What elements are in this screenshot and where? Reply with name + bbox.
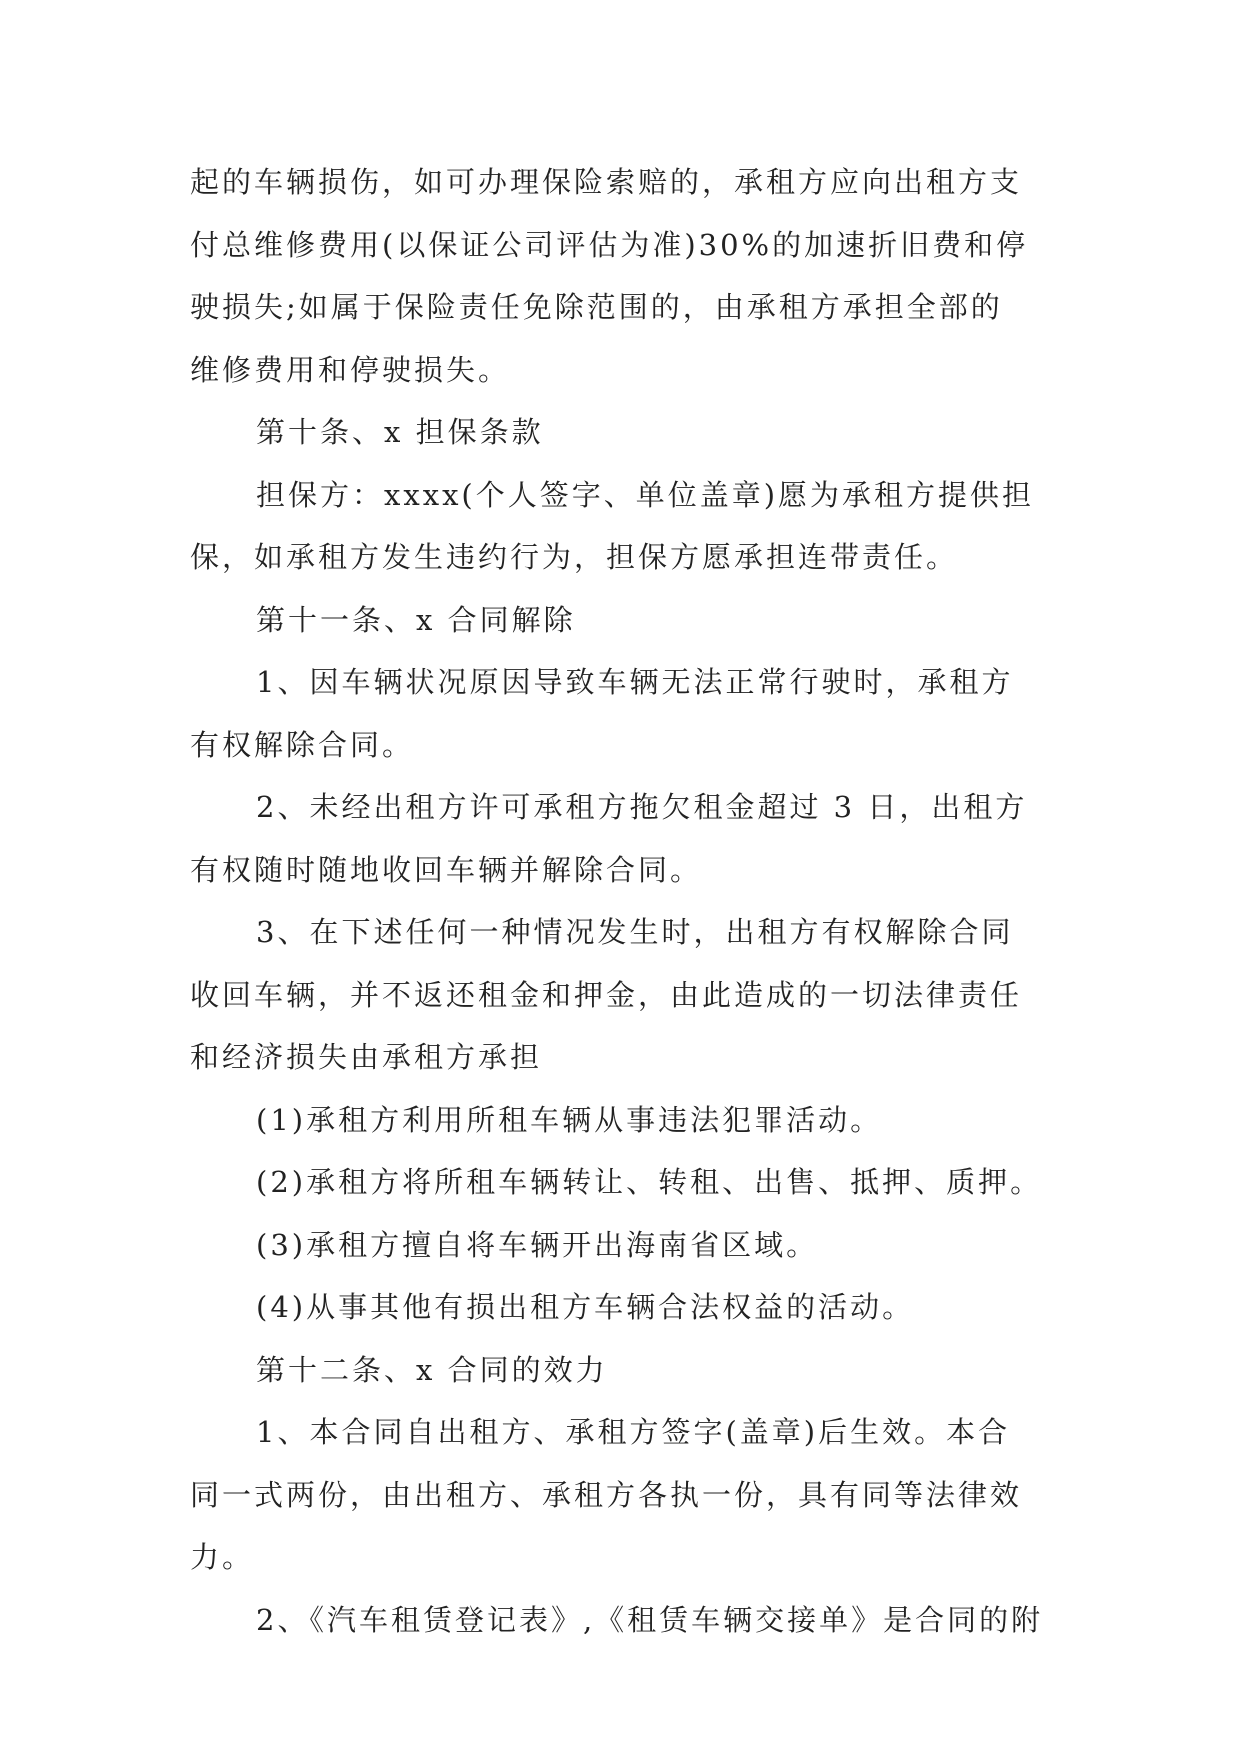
text-line: 担保方：xxxx(个人签字、单位盖章)愿为承租方提供担 xyxy=(256,477,1035,512)
text-line: 收回车辆，并不返还租金和押金，由此造成的一切法律责任 xyxy=(190,977,1023,1012)
text-line: 同一式两份，由出租方、承租方各执一份，具有同等法律效 xyxy=(190,1477,1023,1512)
text-line: 力。 xyxy=(190,1540,255,1574)
section-heading: 第十一条、x 合同解除 xyxy=(256,602,576,637)
list-item: (1)承租方利用所租车辆从事违法犯罪活动。 xyxy=(256,1102,883,1137)
document-body xyxy=(190,162,1060,1662)
text-line: 和经济损失由承租方承担 xyxy=(190,1040,543,1074)
text-line: 保，如承租方发生违约行为，担保方愿承担连带责任。 xyxy=(190,540,959,574)
text-line: 付总维修费用(以保证公司评估为准)30%的加速折旧费和停 xyxy=(190,227,1029,262)
section-heading: 第十条、x 担保条款 xyxy=(256,415,544,449)
text-line: 维修费用和停驶损失。 xyxy=(190,352,511,387)
text-line: 2、未经出租方许可承租方拖欠租金超过 3 日，出租方 xyxy=(256,790,1028,824)
list-item: (2)承租方将所租车辆转让、转租、出售、抵押、质押。 xyxy=(256,1165,1043,1199)
text-line: 有权随时随地收回车辆并解除合同。 xyxy=(190,852,703,887)
list-item: (3)承租方擅自将车辆开出海南省区域。 xyxy=(256,1227,819,1262)
text-line: 3、在下述任何一种情况发生时，出租方有权解除合同 xyxy=(256,915,1014,949)
section-heading: 第十二条、x 合同的效力 xyxy=(256,1352,608,1387)
text-line: 有权解除合同。 xyxy=(190,727,415,762)
text-line: 1、本合同自出租方、承租方签字(盖章)后生效。本合 xyxy=(256,1415,1011,1449)
text-line: 2、《汽车租赁登记表》,《租赁车辆交接单》是合同的附 xyxy=(256,1602,1044,1637)
text-line: 1、因车辆状况原因导致车辆无法正常行驶时，承租方 xyxy=(256,665,1014,699)
text-line: 驶损失;如属于保险责任免除范围的，由承租方承担全部的 xyxy=(190,290,1003,324)
text-line: 起的车辆损伤，如可办理保险索赔的，承租方应向出租方支 xyxy=(190,165,1023,199)
list-item: (4)从事其他有损出租方车辆合法权益的活动。 xyxy=(256,1290,915,1324)
